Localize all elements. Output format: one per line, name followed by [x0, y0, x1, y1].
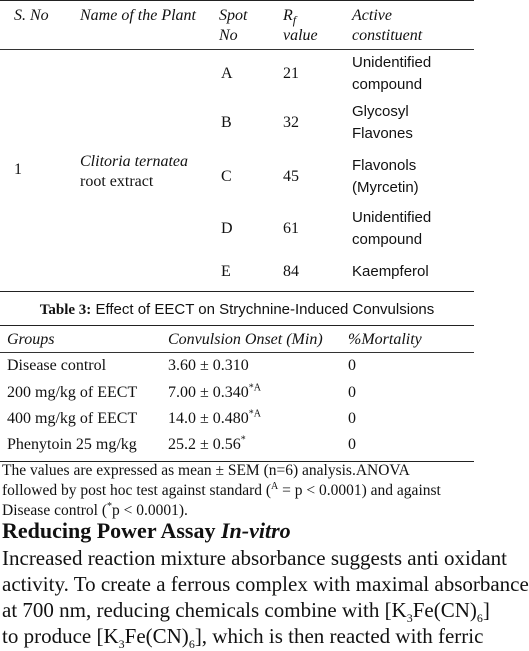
header-onset: Convulsion Onset (Min) — [168, 331, 323, 348]
paragraph-text: ] — [482, 598, 490, 622]
onset-cell — [168, 409, 261, 429]
footnote-line1: The values are expressed as mean ± SEM (n=6) analysis.ANOVA — [2, 462, 410, 479]
spot-label: D — [221, 220, 233, 237]
section-title-italic: In-vitro — [221, 518, 291, 543]
header-rf-main: R — [283, 7, 293, 24]
onset-cell — [168, 356, 249, 376]
table3-caption-text: Effect of EECT on Strychnine-Induced Convulsions — [95, 301, 435, 318]
rf-value: 32 — [283, 114, 299, 131]
constituent-line2: compound — [352, 231, 423, 248]
paragraph-sub: 6 — [476, 611, 483, 626]
paragraph-line: activity. To create a ferrous complex with maximal absorbance — [2, 572, 529, 596]
section-heading — [2, 518, 291, 544]
table-bottom-rule — [0, 291, 474, 292]
section-title: Reducing Power Assay — [2, 518, 221, 543]
constituent-line1: Unidentified — [352, 54, 432, 71]
footnote-text: Disease control ( — [2, 502, 108, 519]
header-groups: Groups — [7, 331, 55, 348]
group-cell: 200 mg/kg of EECT — [7, 384, 138, 401]
paragraph-text: to produce [K — [2, 624, 119, 648]
table3-caption — [0, 301, 474, 319]
onset-sup: *A — [248, 408, 262, 420]
table-header-rule — [0, 49, 474, 50]
group-cell: Phenytoin 25 mg/kg — [7, 436, 137, 453]
footnote-sup: A — [271, 480, 279, 492]
header-plant: Name of the Plant — [80, 7, 196, 24]
paragraph-text: ], which is then reacted with ferric — [194, 624, 484, 648]
paragraph-sub: 3 — [406, 611, 413, 626]
table3-footnote — [2, 461, 472, 521]
header-rf — [283, 6, 318, 46]
footnote-text: followed by post hoc test against standard ( — [2, 482, 272, 499]
paragraph-line: Increased reaction mixture absorbance suggests anti oxidant — [2, 546, 507, 570]
header-rf-sub: f — [292, 13, 297, 28]
onset-cell — [168, 435, 246, 455]
table3-top-rule — [0, 325, 474, 326]
header-spot: Spot No — [219, 7, 248, 44]
constituent-line1: Flavonols — [352, 157, 417, 174]
onset-value: 25.2 ± 0.56 — [168, 436, 241, 453]
constituent-line1: Glycosyl — [352, 103, 409, 120]
constituent-line2: (Myrcetin) — [352, 179, 419, 196]
paragraph-text: Fe(CN) — [124, 624, 189, 648]
spot-label: A — [221, 65, 233, 82]
row-sno: 1 — [14, 161, 22, 178]
table3-caption-label: Table 3: — [39, 302, 92, 318]
onset-value: 3.60 ± 0.310 — [168, 357, 249, 374]
onset-value: 14.0 ± 0.480 — [168, 410, 249, 427]
constituent-line1: Kaempferol — [352, 263, 429, 280]
paragraph-sub: 3 — [118, 637, 125, 651]
header-mortality: %Mortality — [348, 331, 422, 348]
onset-sup: * — [240, 434, 246, 446]
constituent-line2: compound — [352, 76, 423, 93]
mortality-cell: 0 — [348, 384, 356, 401]
mortality-cell: 0 — [348, 357, 356, 374]
onset-value: 7.00 ± 0.340 — [168, 384, 249, 401]
paragraph-text: at 700 nm, reducing chemicals combine with [K — [2, 598, 407, 622]
mortality-cell: 0 — [348, 436, 356, 453]
footnote-text: p < 0.0001). — [112, 502, 188, 519]
paragraph-text: Fe(CN) — [412, 598, 477, 622]
group-cell: 400 mg/kg of EECT — [7, 410, 138, 427]
spot-label: E — [221, 263, 231, 280]
footnote-sup: * — [107, 500, 113, 512]
footnote-text: = p < 0.0001) and against — [278, 482, 441, 499]
spot-label: C — [221, 168, 232, 185]
rf-value: 84 — [283, 263, 299, 280]
group-cell: Disease control — [7, 357, 107, 374]
header-active: Active constituent — [352, 7, 423, 44]
header-rf-value: value — [283, 27, 318, 44]
paragraph-line — [2, 623, 484, 651]
rf-value: 61 — [283, 220, 299, 237]
constituent-line1: Unidentified — [352, 209, 432, 226]
onset-cell — [168, 383, 261, 403]
plant-name: Clitoria ternatea — [80, 153, 188, 170]
paragraph-line — [2, 597, 490, 626]
table3-header-rule — [0, 352, 474, 353]
constituent-line2: Flavones — [352, 125, 413, 142]
onset-sup: *A — [248, 382, 262, 394]
paragraph-sub: 6 — [188, 637, 195, 651]
plant-part: root extract — [80, 173, 154, 190]
header-sno: S. No — [14, 7, 49, 24]
rf-value: 45 — [283, 168, 299, 185]
spot-label: B — [221, 114, 232, 131]
section-paragraph — [2, 545, 529, 651]
table-top-rule — [0, 0, 474, 1]
footnote-line2 — [2, 481, 472, 501]
rf-value: 21 — [283, 65, 299, 82]
mortality-cell: 0 — [348, 410, 356, 427]
